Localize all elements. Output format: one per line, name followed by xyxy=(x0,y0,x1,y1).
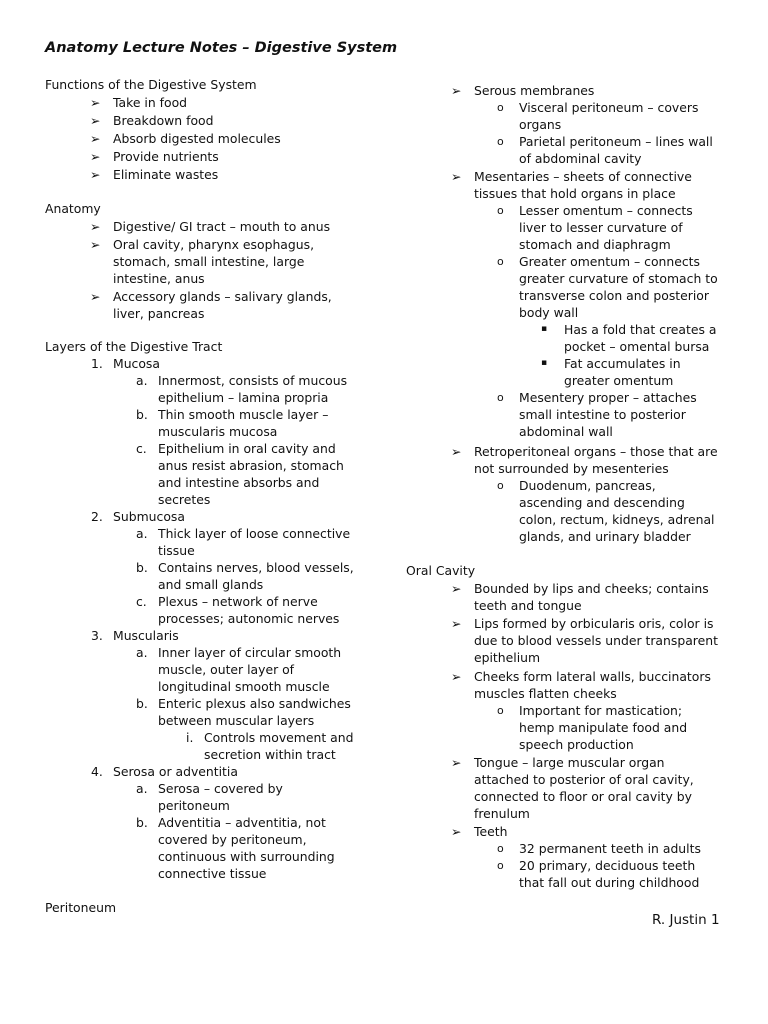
note-line: Lips formed by orbicularis oris, color is xyxy=(474,616,714,631)
note-line: Visceral peritoneum – covers xyxy=(519,100,699,115)
note-line: transverse colon and posterior xyxy=(519,288,709,303)
note-line: greater omentum xyxy=(564,373,674,388)
note-line: Accessory glands – salivary glands, xyxy=(113,289,332,304)
note-line: not surrounded by mesenteries xyxy=(474,461,669,476)
note-line: Functions of the Digestive System xyxy=(45,77,257,92)
note-line: Innermost, consists of mucous xyxy=(158,373,348,388)
note-line: body wall xyxy=(519,305,579,320)
bullet-marker: i. xyxy=(186,730,194,745)
bullet-marker: o xyxy=(497,391,504,404)
note-line: Eliminate wastes xyxy=(113,167,219,182)
note-line: intestine, anus xyxy=(113,271,205,286)
note-line: hemp manipulate food and xyxy=(519,720,688,735)
note-line: Inner layer of circular smooth xyxy=(158,645,342,660)
bullet-marker: ▪ xyxy=(541,324,548,334)
bullet-marker: ➢ xyxy=(90,219,101,234)
note-line: speech production xyxy=(519,737,634,752)
note-line: pocket – omental bursa xyxy=(564,339,710,354)
note-line: Anatomy xyxy=(45,201,101,216)
bullet-marker: ➢ xyxy=(90,95,101,110)
note-line: Fat accumulates in xyxy=(564,356,681,371)
bullet-marker: a. xyxy=(136,645,148,660)
note-line: muscle, outer layer of xyxy=(158,662,295,677)
note-line: Absorb digested molecules xyxy=(113,131,281,146)
note-line: stomach and diaphragm xyxy=(519,237,671,252)
note-line: Provide nutrients xyxy=(113,149,219,164)
note-line: and intestine absorbs and xyxy=(158,475,320,490)
note-line: organs xyxy=(519,117,562,132)
note-line: and small glands xyxy=(158,577,264,592)
bullet-marker: ➢ xyxy=(451,83,462,98)
note-line: Thin smooth muscle layer – xyxy=(158,407,329,422)
bullet-marker: b. xyxy=(136,696,148,711)
note-line: Muscularis xyxy=(113,628,179,643)
bullet-marker: b. xyxy=(136,815,148,830)
note-line: Has a fold that creates a xyxy=(564,322,717,337)
bullet-marker: o xyxy=(497,704,504,717)
note-line: Serosa – covered by xyxy=(158,781,283,796)
note-line: 32 permanent teeth in adults xyxy=(519,841,701,856)
note-line: liver, pancreas xyxy=(113,306,205,321)
note-line: Serous membranes xyxy=(474,83,595,98)
note-line: Thick layer of loose connective xyxy=(158,526,351,541)
bullet-marker: ➢ xyxy=(451,581,462,596)
note-line: Teeth xyxy=(474,824,508,839)
note-line: secretion within tract xyxy=(204,747,336,762)
note-line: Parietal peritoneum – lines wall xyxy=(519,134,713,149)
bullet-marker: ➢ xyxy=(90,237,101,252)
bullet-marker: ➢ xyxy=(90,167,101,182)
note-line: tissue xyxy=(158,543,195,558)
note-line: Greater omentum – connects xyxy=(519,254,700,269)
note-line: epithelium – lamina propria xyxy=(158,390,329,405)
note-line: Contains nerves, blood vessels, xyxy=(158,560,354,575)
bullet-marker: c. xyxy=(136,594,147,609)
note-line: Layers of the Digestive Tract xyxy=(45,339,223,354)
note-line: glands, and urinary bladder xyxy=(519,529,691,544)
bullet-marker: ➢ xyxy=(451,755,462,770)
note-line: of abdominal cavity xyxy=(519,151,642,166)
note-line: Controls movement and xyxy=(204,730,354,745)
bullet-marker: ➢ xyxy=(451,669,462,684)
note-line: between muscular layers xyxy=(158,713,315,728)
note-line: epithelium xyxy=(474,650,541,665)
bullet-marker: o xyxy=(497,204,504,217)
note-line: greater curvature of stomach to xyxy=(519,271,718,286)
bullet-marker: 4. xyxy=(91,764,103,779)
bullet-marker: ➢ xyxy=(451,616,462,631)
bullet-marker: ➢ xyxy=(451,824,462,839)
page-footer: R. Justin 1 xyxy=(652,912,720,928)
note-line: Serosa or adventitia xyxy=(113,764,238,779)
note-line: covered by peritoneum, xyxy=(158,832,307,847)
document-title: Anatomy Lecture Notes – Digestive System xyxy=(45,40,398,56)
note-line: abdominal wall xyxy=(519,424,613,439)
note-line: Tongue – large muscular organ xyxy=(474,755,665,770)
bullet-marker: ➢ xyxy=(90,289,101,304)
note-line: tissues that hold organs in place xyxy=(474,186,676,201)
note-line: Mucosa xyxy=(113,356,160,371)
note-line: Oral Cavity xyxy=(406,563,476,578)
bullet-marker: ➢ xyxy=(451,169,462,184)
note-line: frenulum xyxy=(474,806,530,821)
bullet-marker: o xyxy=(497,135,504,148)
bullet-marker: 2. xyxy=(91,509,103,524)
note-line: longitudinal smooth muscle xyxy=(158,679,330,694)
note-line: 20 primary, deciduous teeth xyxy=(519,858,696,873)
note-line: due to blood vessels under transparent xyxy=(474,633,718,648)
note-line: Take in food xyxy=(113,95,188,110)
note-line: Peritoneum xyxy=(45,900,117,915)
note-line: Bounded by lips and cheeks; contains xyxy=(474,581,709,596)
note-line: Cheeks form lateral walls, buccinators xyxy=(474,669,711,684)
note-line: Duodenum, pancreas, xyxy=(519,478,656,493)
bullet-marker: a. xyxy=(136,373,148,388)
note-line: connective tissue xyxy=(158,866,267,881)
bullet-marker: b. xyxy=(136,407,148,422)
bullet-marker: o xyxy=(497,101,504,114)
bullet-marker: ➢ xyxy=(90,149,101,164)
note-line: Lesser omentum – connects xyxy=(519,203,693,218)
note-line: attached to posterior of oral cavity, xyxy=(474,772,694,787)
note-line: secretes xyxy=(158,492,211,507)
note-line: muscularis mucosa xyxy=(158,424,278,439)
bullet-marker: o xyxy=(497,859,504,872)
note-line: Mesentery proper – attaches xyxy=(519,390,697,405)
note-line: Important for mastication; xyxy=(519,703,683,718)
bullet-marker: ➢ xyxy=(90,131,101,146)
note-line: Submucosa xyxy=(113,509,185,524)
bullet-marker: ▪ xyxy=(541,358,548,368)
note-line: stomach, small intestine, large xyxy=(113,254,305,269)
note-line: Epithelium in oral cavity and xyxy=(158,441,336,456)
note-line: Breakdown food xyxy=(113,113,214,128)
bullet-marker: ➢ xyxy=(90,113,101,128)
note-line: Retroperitoneal organs – those that are xyxy=(474,444,718,459)
note-line: ascending and descending xyxy=(519,495,685,510)
note-line: connected to floor or oral cavity by xyxy=(474,789,692,804)
bullet-marker: ➢ xyxy=(451,444,462,459)
bullet-marker: c. xyxy=(136,441,147,456)
bullet-marker: a. xyxy=(136,781,148,796)
bullet-marker: o xyxy=(497,479,504,492)
bullet-marker: 3. xyxy=(91,628,103,643)
note-line: peritoneum xyxy=(158,798,230,813)
note-line: Adventitia – adventitia, not xyxy=(158,815,326,830)
note-line: Plexus – network of nerve xyxy=(158,594,318,609)
note-line: continuous with surrounding xyxy=(158,849,335,864)
note-line: Digestive/ GI tract – mouth to anus xyxy=(113,219,331,234)
note-line: Oral cavity, pharynx esophagus, xyxy=(113,237,315,252)
note-line: Enteric plexus also sandwiches xyxy=(158,696,351,711)
note-line: Mesentaries – sheets of connective xyxy=(474,169,692,184)
bullet-marker: a. xyxy=(136,526,148,541)
bullet-marker: o xyxy=(497,842,504,855)
note-line: teeth and tongue xyxy=(474,598,582,613)
note-line: colon, rectum, kidneys, adrenal xyxy=(519,512,715,527)
bullet-marker: o xyxy=(497,255,504,268)
bullet-marker: 1. xyxy=(91,356,103,371)
note-line: muscles flatten cheeks xyxy=(474,686,617,701)
bullet-marker: b. xyxy=(136,560,148,575)
note-line: anus resist abrasion, stomach xyxy=(158,458,344,473)
note-line: that fall out during childhood xyxy=(519,875,700,890)
note-line: small intestine to posterior xyxy=(519,407,686,422)
note-line: processes; autonomic nerves xyxy=(158,611,340,626)
note-line: liver to lesser curvature of xyxy=(519,220,683,235)
